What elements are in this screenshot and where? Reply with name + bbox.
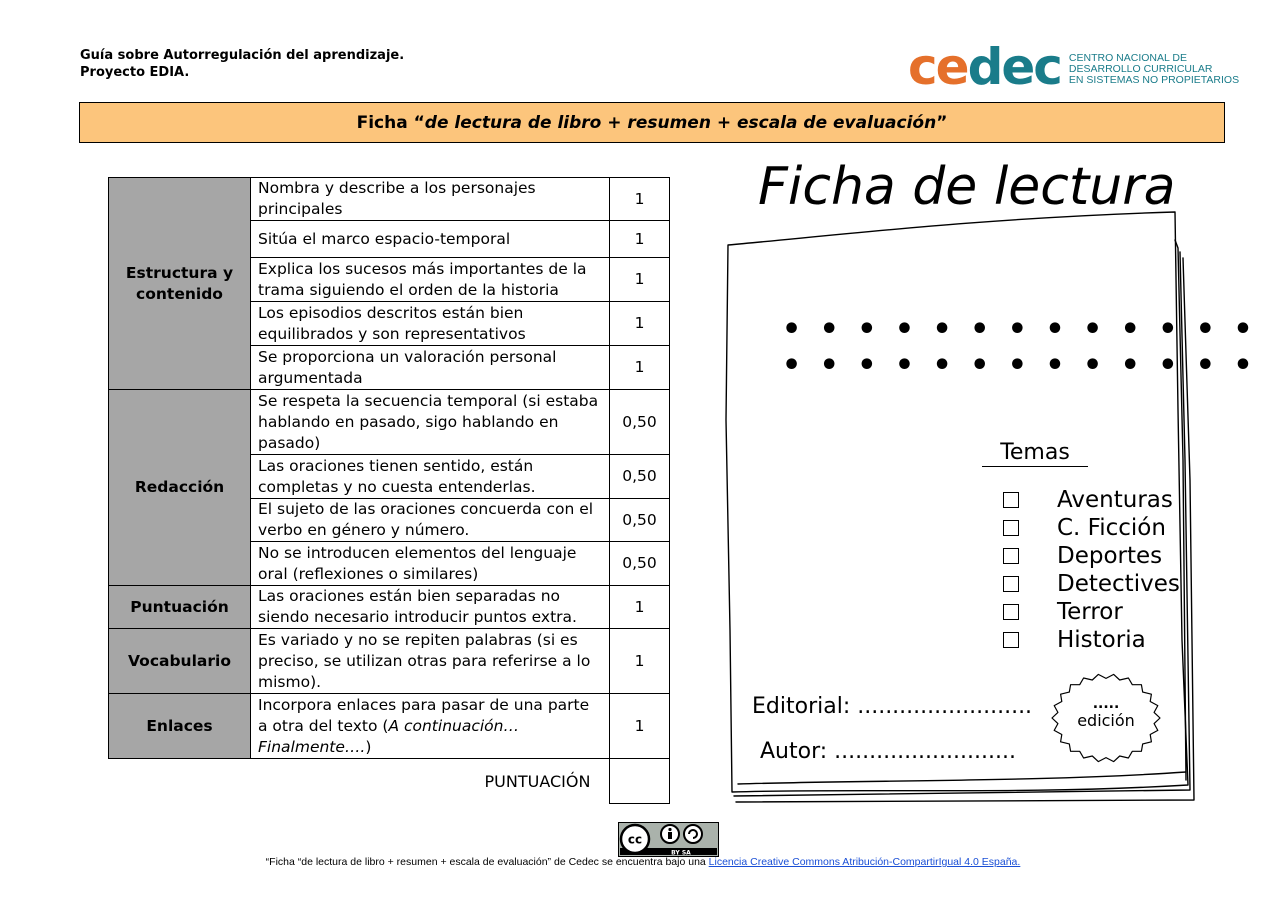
score-cell: 1 — [610, 178, 670, 221]
header-line-2: Proyecto EDIA. — [80, 65, 190, 80]
document-header — [80, 47, 404, 81]
score-cell: 0,50 — [610, 390, 670, 455]
table-row — [109, 694, 670, 759]
header-line-1: Guía sobre Autorregulación del aprendizaje. — [80, 48, 405, 63]
checkbox-icon[interactable] — [1003, 576, 1019, 592]
sketch-title: Ficha de lectura — [758, 157, 1176, 217]
criterion-cell: El sujeto de las oraciones concuerda con el verbo en género y número. — [251, 499, 610, 542]
checkbox-icon[interactable] — [1003, 632, 1019, 648]
logo-wordmark: cedec — [908, 38, 1061, 96]
topic-option[interactable]: Terror — [1003, 598, 1180, 626]
score-cell: 1 — [610, 346, 670, 390]
autor-field: Autor: .......................... — [760, 739, 1016, 762]
criterion-cell: Incorpora enlaces para pasar de una parte a otra del texto (A continuación… Finalmente….) — [251, 694, 610, 759]
title-placeholder-dots: • • • • • • • • • • • • • • • • • • • • • • • • • • — [782, 312, 1257, 383]
category-estructura: Estructura y contenido — [109, 178, 251, 390]
license-footer — [0, 856, 1286, 868]
total-row — [109, 759, 670, 804]
category-vocabulario: Vocabulario — [109, 629, 251, 694]
criterion-cell: Nombra y describe a los personajes principales — [251, 178, 610, 221]
criterion-cell: Se respeta la secuencia temporal (si estaba hablando en pasado, sigo hablando en pasado) — [251, 390, 610, 455]
checkbox-icon[interactable] — [1003, 492, 1019, 508]
total-score-label: PUNTUACIÓN — [484, 771, 591, 791]
topic-option[interactable]: Detectives — [1003, 570, 1180, 598]
table-row — [109, 178, 670, 221]
checkbox-icon[interactable] — [1003, 548, 1019, 564]
total-score-field[interactable] — [610, 759, 670, 804]
table-row — [109, 390, 670, 455]
category-redaccion: Redacción — [109, 390, 251, 586]
table-row — [109, 629, 670, 694]
score-cell: 1 — [610, 694, 670, 759]
score-cell: 0,50 — [610, 499, 670, 542]
criterion-cell: Se proporciona un valoración personal argumentada — [251, 346, 610, 390]
criterion-cell: Los episodios descritos están bien equilibrados y son representativos — [251, 302, 610, 346]
score-cell: 0,50 — [610, 455, 670, 499]
criterion-cell: Sitúa el marco espacio-temporal — [251, 221, 610, 258]
cc-by-sa-icon — [618, 822, 719, 857]
topics-list — [1003, 486, 1180, 654]
score-cell: 0,50 — [610, 542, 670, 586]
criterion-cell: No se introducen elementos del lenguaje oral (reflexiones o similares) — [251, 542, 610, 586]
license-link[interactable]: Licencia Creative Commons Atribución-CompartirIgual 4.0 España. — [708, 856, 1021, 868]
editorial-field: Editorial: ......................... — [752, 694, 1033, 719]
criterion-cell: Las oraciones están bien separadas no siendo necesario introducir puntos extra. — [251, 586, 610, 629]
score-cell: 1 — [610, 586, 670, 629]
criterion-cell: Es variado y no se repiten palabras (si es preciso, se utilizan otras para referirse a lo mismo). — [251, 629, 610, 694]
svg-text:BY SA: BY SA — [671, 849, 691, 857]
svg-text:cc: cc — [627, 832, 643, 847]
footer-text: “Ficha “de lectura de libro + resumen + escala de evaluación” de Cedec se encuentra bajo una — [265, 856, 709, 868]
evaluation-rubric-table — [108, 177, 670, 804]
title-banner: Ficha “ de lectura de libro + resumen + escala de evaluación ” — [79, 102, 1225, 143]
topic-option[interactable]: Historia — [1003, 626, 1180, 654]
score-cell: 1 — [610, 629, 670, 694]
table-row — [109, 586, 670, 629]
category-enlaces: Enlaces — [109, 694, 251, 759]
topic-option[interactable]: C. Ficción — [1003, 514, 1180, 542]
cedec-logo — [908, 38, 1240, 96]
criterion-cell: Las oraciones tienen sentido, están completas y no cuesta entenderlas. — [251, 455, 610, 499]
checkbox-icon[interactable] — [1003, 604, 1019, 620]
criterion-cell: Explica los sucesos más importantes de la trama siguiendo el orden de la historia — [251, 258, 610, 302]
score-cell: 1 — [610, 258, 670, 302]
logo-subtitle: CENTRO NACIONAL DE DESARROLLO CURRICULAR EN SISTEMAS NO PROPIETARIOS — [1068, 52, 1240, 86]
score-cell: 1 — [610, 302, 670, 346]
temas-heading: Temas — [982, 440, 1088, 467]
edition-seal-text: ..... edición — [1077, 696, 1135, 730]
topic-option[interactable]: Deportes — [1003, 542, 1180, 570]
category-puntuacion: Puntuación — [109, 586, 251, 629]
topic-option[interactable]: Aventuras — [1003, 486, 1180, 514]
score-cell: 1 — [610, 221, 670, 258]
checkbox-icon[interactable] — [1003, 520, 1019, 536]
